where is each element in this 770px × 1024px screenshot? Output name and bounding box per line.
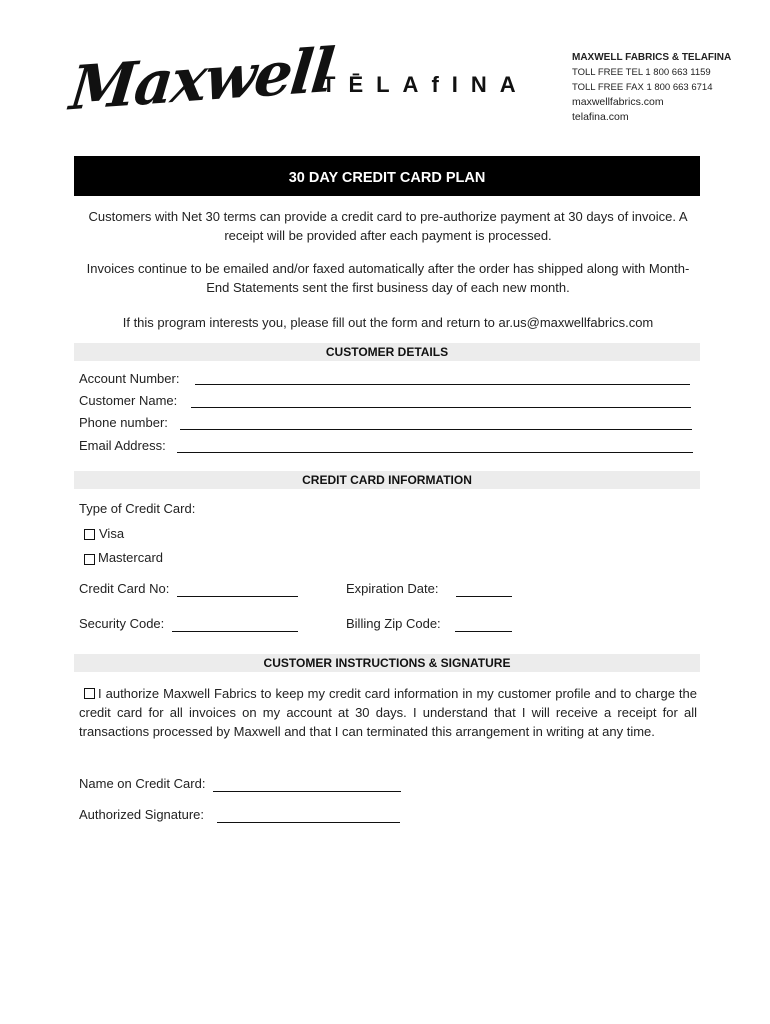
company-name: MAXWELL FABRICS & TELAFINA bbox=[572, 52, 732, 63]
email-address-label: Email Address: bbox=[79, 438, 166, 453]
card-number-label: Credit Card No: bbox=[79, 581, 170, 596]
mastercard-checkbox[interactable] bbox=[84, 554, 95, 565]
page-title: 30 DAY CREDIT CARD PLAN bbox=[74, 156, 700, 196]
visa-checkbox[interactable] bbox=[84, 529, 95, 540]
section-customer-instructions: CUSTOMER INSTRUCTIONS & SIGNATURE bbox=[74, 654, 700, 672]
intro-paragraph-2: Invoices continue to be emailed and/or faxed automatically after the order has shipped along with Month-End Statements sent the first business day of each new month. bbox=[86, 261, 690, 295]
contact-block bbox=[572, 50, 731, 125]
visa-label: Visa bbox=[99, 526, 125, 541]
intro-paragraph-1: Customers with Net 30 terms can provide a credit card to pre-authorize payment at 30 days of invoice. A receipt will be provided after each payment is processed. bbox=[88, 209, 688, 243]
customer-name-label: Customer Name: bbox=[79, 393, 178, 408]
card-number-field[interactable] bbox=[177, 596, 298, 597]
toll-free-tel: TOLL FREE TEL 1 800 663 1159 bbox=[572, 67, 711, 78]
security-code-label: Security Code: bbox=[79, 616, 165, 631]
billing-zip-field[interactable] bbox=[455, 631, 512, 632]
mastercard-label: Mastercard bbox=[98, 550, 164, 565]
account-number-label: Account Number: bbox=[79, 371, 180, 386]
phone-number-field[interactable] bbox=[180, 429, 692, 430]
name-on-card-label: Name on Credit Card: bbox=[79, 776, 206, 791]
expiration-date-field[interactable] bbox=[456, 596, 512, 597]
billing-zip-label: Billing Zip Code: bbox=[346, 616, 441, 631]
authorization-text: I authorize Maxwell Fabrics to keep my credit card information in my customer profile and to charge the credit card for all invoices on my account at 30 days. I understand that I will receive a receipt for all transactions processed by Maxwell and that I can terminated this arrangement in writing at any time. bbox=[79, 686, 697, 739]
authorized-signature-label: Authorized Signature: bbox=[79, 807, 205, 822]
customer-name-field[interactable] bbox=[191, 407, 691, 408]
email-address-field[interactable] bbox=[177, 452, 693, 453]
telafina-logo: TĒLAfINA bbox=[322, 72, 529, 97]
website-telafina[interactable]: telafina.com bbox=[572, 111, 629, 123]
website-maxwell[interactable]: maxwellfabrics.com bbox=[572, 96, 664, 108]
section-credit-card-information: CREDIT CARD INFORMATION bbox=[74, 471, 700, 489]
card-type-label: Type of Credit Card: bbox=[79, 501, 196, 516]
intro-paragraph-3: If this program interests you, please fill out the form and return to ar.us@maxwellfabrics.com bbox=[122, 315, 654, 330]
account-number-field[interactable] bbox=[195, 384, 690, 385]
maxwell-logo: Maxwell bbox=[66, 35, 336, 125]
section-customer-details: CUSTOMER DETAILS bbox=[74, 343, 700, 361]
name-on-card-field[interactable] bbox=[213, 791, 401, 792]
security-code-field[interactable] bbox=[172, 631, 298, 632]
phone-number-label: Phone number: bbox=[79, 415, 168, 430]
expiration-date-label: Expiration Date: bbox=[346, 581, 439, 596]
toll-free-fax: TOLL FREE FAX 1 800 663 6714 bbox=[572, 82, 713, 93]
authorized-signature-field[interactable] bbox=[217, 822, 400, 823]
